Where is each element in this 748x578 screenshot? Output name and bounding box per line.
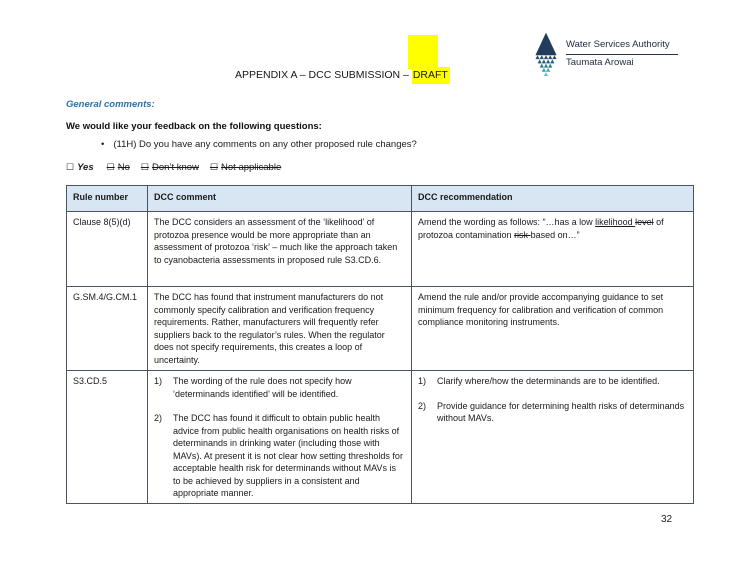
dcc-recommendation-cell: Amend the wording as follows: “…has a low likelihood level of protozoa contamination risk based on…” — [412, 212, 694, 287]
page-title — [235, 69, 450, 81]
checkbox-icon: ☐ — [66, 162, 75, 172]
dcc-recommendation-cell: Amend the rule and/or provide accompanying guidance to set minimum frequency for calibration and verification of common compliance monitoring instruments. — [412, 287, 694, 371]
logo-diamond-icon — [534, 31, 558, 77]
page-title-text: APPENDIX A – DCC SUBMISSION – — [235, 69, 412, 81]
checkbox-option-dont-know[interactable]: ☐ Don’t know — [140, 162, 199, 173]
bullet-icon: • — [101, 139, 105, 150]
dcc-recommendation-cell: 1) Clarify where/how the determinands are to be identified. 2) Provide guidance for determining health risks of determinands without MAVs. — [412, 371, 694, 504]
logo-org-name: Water Services Authority — [566, 39, 670, 50]
col-header-dcc-recommendation: DCC recommendation — [412, 186, 694, 212]
bullet-question: (11H) Do you have any comments on any other proposed rule changes? — [113, 139, 417, 150]
logo-maori-name: Taumata Arowai — [566, 57, 634, 68]
feedback-question-intro: We would like your feedback on the following questions: — [66, 121, 322, 132]
bullet-item — [101, 139, 417, 150]
rule-number-cell: Clause 8(5)(d) — [67, 212, 148, 287]
logo-text — [566, 39, 678, 69]
struck-options — [107, 162, 293, 173]
table-row — [67, 287, 694, 371]
page-number: 32 — [661, 514, 673, 525]
rule-number-cell: G.SM.4/G.CM.1 — [67, 287, 148, 371]
col-header-rule-number: Rule number — [67, 186, 148, 212]
table-row — [67, 371, 694, 504]
logo — [534, 31, 678, 77]
response-options — [66, 162, 292, 173]
section-heading: General comments: — [66, 99, 155, 110]
checkbox-icon: ☐ — [209, 162, 219, 172]
logo-divider — [566, 54, 678, 55]
col-header-dcc-comment: DCC comment — [148, 186, 412, 212]
dcc-comment-cell: The DCC considers an assessment of the ‘likelihood’ of protozoa presence would be more appropriate than an assessment of protozoa ‘risk’ – much like the approach taken to cyanobacteria assessments in proposed rule S3.CD.6. — [148, 212, 412, 287]
rule-number-cell: S3.CD.5 — [67, 371, 148, 504]
highlight-block — [408, 35, 438, 69]
dcc-comment-cell: The DCC has found that instrument manufacturers do not commonly specify calibration and verification frequency requirements. Rather, manufacturers will frequently refer suppliers back to the regulator’s rules. When the regulator does not specify requirements, this creates a loop of uncertainty. — [148, 287, 412, 371]
checkbox-option-no[interactable]: ☐ No — [106, 162, 130, 173]
dcc-comment-cell: 1) The wording of the rule does not specify how ‘determinands identified’ will be identified. 2) The DCC has found it difficult to obtain public health advice from public health organisations on health risks of determinands in drinking water (including those with MAVs). At present it is not clear how setting thresholds for acceptable health risk for determinands without MAVs is to be achieved by suppliers in a consistent and appropriate manner. — [148, 371, 412, 504]
draft-highlight: DRAFT — [412, 67, 450, 84]
table-row — [67, 212, 694, 287]
checkbox-option-not-applicable[interactable]: ☐ Not applicable — [209, 162, 282, 173]
checkbox-icon: ☐ — [140, 162, 149, 172]
checkbox-option-yes[interactable]: ☐ Yes — [66, 162, 94, 173]
checkbox-icon: ☐ — [106, 162, 115, 172]
comments-table — [66, 185, 694, 504]
table-header-row — [67, 186, 694, 212]
